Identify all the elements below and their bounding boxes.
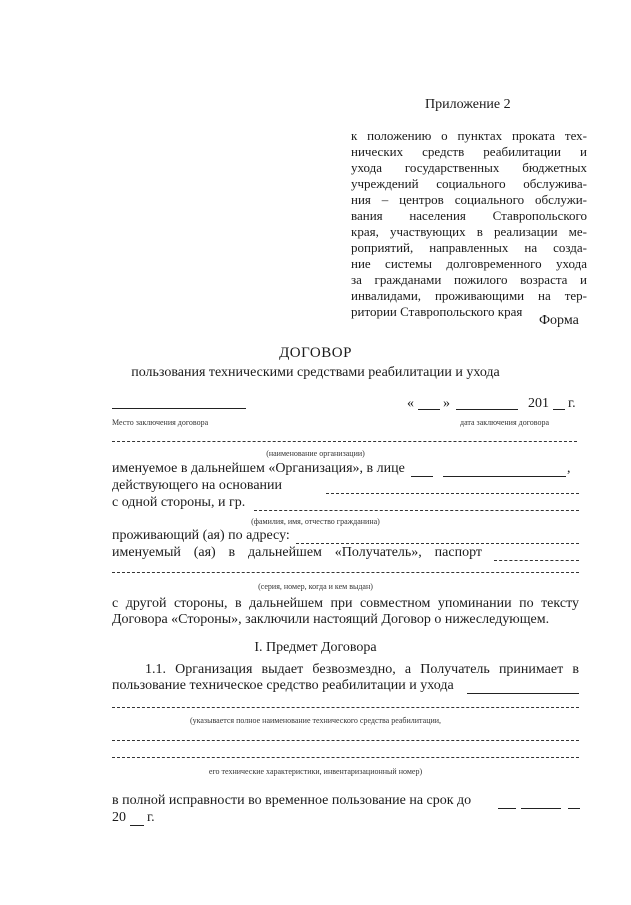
representative-field-a[interactable] [411,476,433,477]
date-year-field[interactable] [553,409,565,410]
date-year-suffix: г. [568,396,576,411]
appendix-line: ритории Ставропольского края [351,304,523,319]
specs-field-a[interactable] [112,740,579,741]
specs-field-b[interactable] [112,757,579,758]
date-day-field[interactable] [418,409,440,410]
party-line-1: именуемое в дальнейшем «Организация», в лице [112,461,405,476]
place-field[interactable] [112,408,246,409]
term-month-field[interactable] [521,808,561,809]
organization-name-field[interactable] [112,441,577,442]
appendix-line: вания населения Ставропольского [351,208,587,223]
representative-field-b[interactable] [443,476,566,477]
device-field-b[interactable] [112,707,579,708]
party-line-2: действующего на основании [112,478,283,493]
appendix-line: инвалидами, проживающими на тер- [351,288,587,303]
appendix-line: нических средств реабилитации и [351,144,587,159]
appendix-line: края, участвующих в реализации ме- [351,224,587,239]
specs-caption: его технические характеристики, инвентаризационный номер) [208,767,423,776]
party-line-6: с другой стороны, в дальнейшем при совместном упоминании по тексту [112,596,579,611]
document-subtitle: пользования техническими средствами реабилитации и ухода [131,365,500,380]
appendix-line: к положению о пунктах проката тех- [351,128,587,143]
party-line-7: Договора «Стороны», заключили настоящий Договор о нижеследующем. [112,612,550,627]
party-line-3: с одной стороны, и гр. [112,495,246,510]
section-1-title: I. Предмет Договора [254,640,377,655]
appendix-line: за гражданами пожилого возраста и [351,272,587,287]
place-caption: Место заключения договора [112,418,209,427]
appendix-description [351,128,587,320]
section-1-paragraph-line-1: 1.1. Организация выдает безвозмездно, а Получатель принимает в [145,662,579,677]
basis-field[interactable] [326,493,579,494]
date-caption: дата заключения договора [460,418,550,427]
appendix-title: Приложение 2 [425,97,511,112]
term-extra-field[interactable] [568,808,580,809]
party-line-4: проживающий (ая) по адресу: [112,528,290,543]
appendix-line: учреждений социального обслужива- [351,176,587,191]
device-field-a[interactable] [467,693,579,694]
passport-field-a[interactable] [494,560,579,561]
date-quote-open: « [407,396,414,411]
passport-caption: (серия, номер, когда и кем выдан) [258,582,373,591]
appendix-line: роприятий, направленных на созда- [351,240,587,255]
section-1-paragraph-line-2: пользование техническое средство реабилитации и ухода [112,678,454,693]
term-line-1: в полной исправности во временное пользование на срок до [112,793,472,808]
citizen-caption: (фамилия, имя, отчество гражданина) [251,517,380,526]
device-caption: (указывается полное наименование технического средства реабилитации, [189,716,442,725]
address-field[interactable] [296,543,579,544]
party-line-1-comma: , [567,461,571,476]
organization-caption: (наименование организации) [266,449,365,458]
term-day-field[interactable] [498,808,516,809]
term-year-field[interactable] [130,825,144,826]
appendix-line: ние системы долговременного ухода [351,256,587,271]
passport-field-b[interactable] [112,572,579,573]
term-year-suffix: г. [147,810,155,825]
term-year-prefix: 20 [112,810,126,825]
appendix-line: ния – центров социального обслужи- [351,192,587,207]
document-title: ДОГОВОР [279,345,352,361]
appendix-line: ухода государственных бюджетных [351,160,587,175]
date-year-prefix: 201 [528,396,549,411]
date-quote-close: » [443,396,450,411]
citizen-name-field[interactable] [254,510,579,511]
form-label: Форма [539,313,579,328]
party-line-5: именуемый (ая) в дальнейшем «Получатель», паспорт [112,545,482,560]
date-month-field[interactable] [456,409,518,410]
